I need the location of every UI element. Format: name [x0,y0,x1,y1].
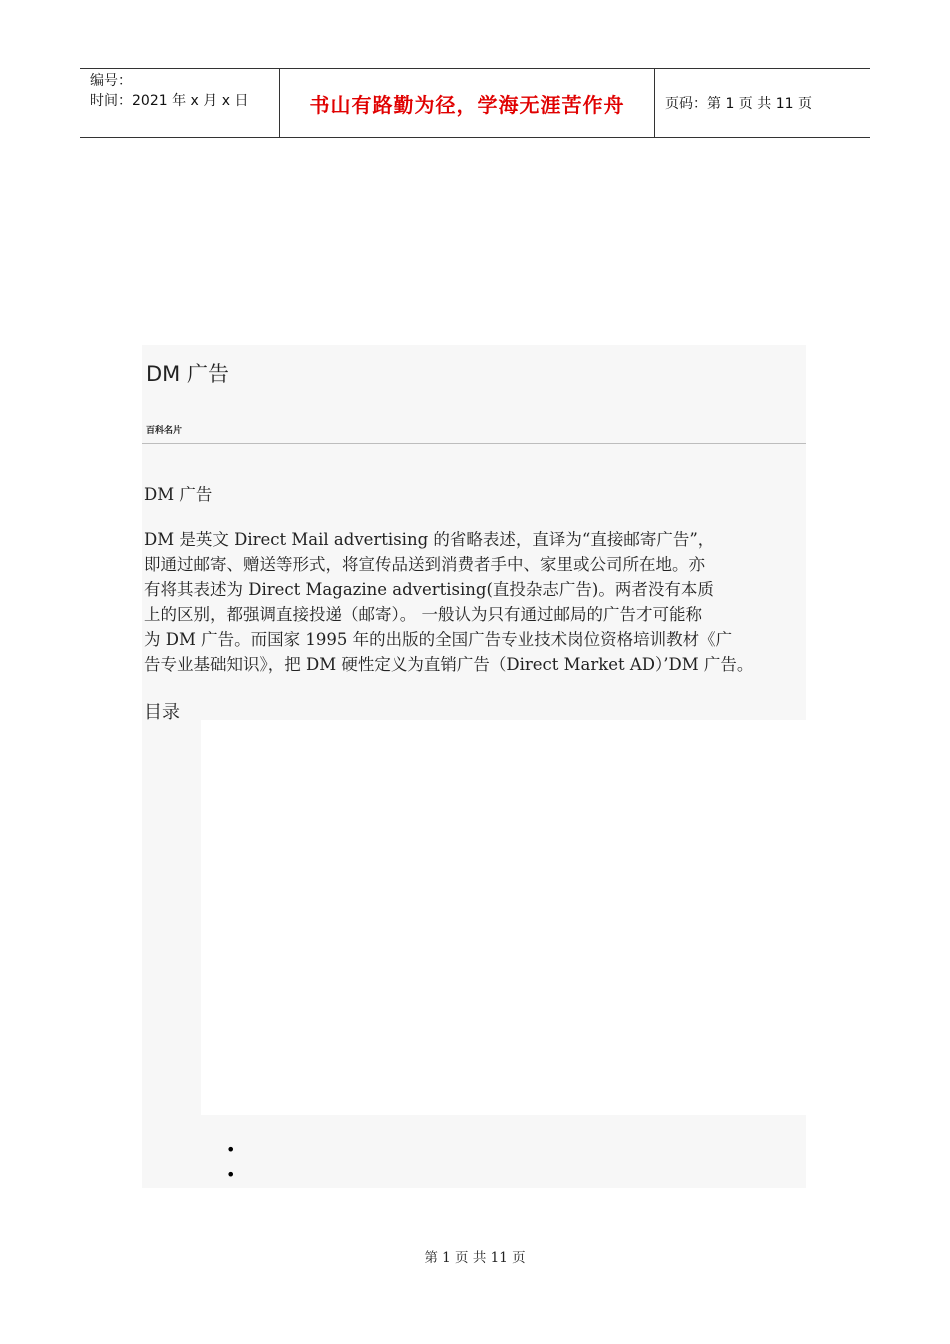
divider [142,443,806,444]
page-subtitle: 百科名片 [146,426,183,436]
toc-heading: 目录 [144,702,180,723]
motto-text: 书山有路勤为径，学海无涯苦作舟 [309,92,625,117]
header-motto-cell [280,69,655,137]
header-meta-cell [80,69,280,137]
page-title: DM 广告 [146,362,229,386]
paragraph-line: 即通过邮寄、赠送等形式，将宣传品送到消费者手中、家里或公司所在地。亦 [144,555,705,574]
blank-area [201,720,806,1115]
header-page-cell [655,69,870,137]
paragraph-line: 有将其表述为 Direct Magazine advertising(直投杂志广告)。两者没有本质 [144,580,714,599]
paragraph-line: 为 DM 广告。而国家 1995 年的出版的全国广告专业技术岗位资格培训教材《广 [144,630,733,649]
time-label: 时间：2021 年 x 月 x 日 [90,93,249,109]
paragraph-line: 上的区别，都强调直接投递（邮寄）。 一般认为只有通过邮局的广告才可能称 [144,605,702,624]
paragraph-line: 告专业基础知识》，把 DM 硬性定义为直销广告（Direct Market AD）’DM 广告。 [144,655,754,674]
intro-paragraph [144,527,834,677]
number-label: 编号： [90,73,132,89]
document-header [80,68,870,138]
paragraph-line: DM 是英文 Direct Mail advertising 的省略表述，直译为“直接邮寄广告”， [144,530,715,549]
page-footer: 第 1 页 共 11 页 [424,1250,526,1266]
section-heading: DM 广告 [144,485,213,504]
page-info: 页码：第 1 页 共 11 页 [665,96,812,112]
